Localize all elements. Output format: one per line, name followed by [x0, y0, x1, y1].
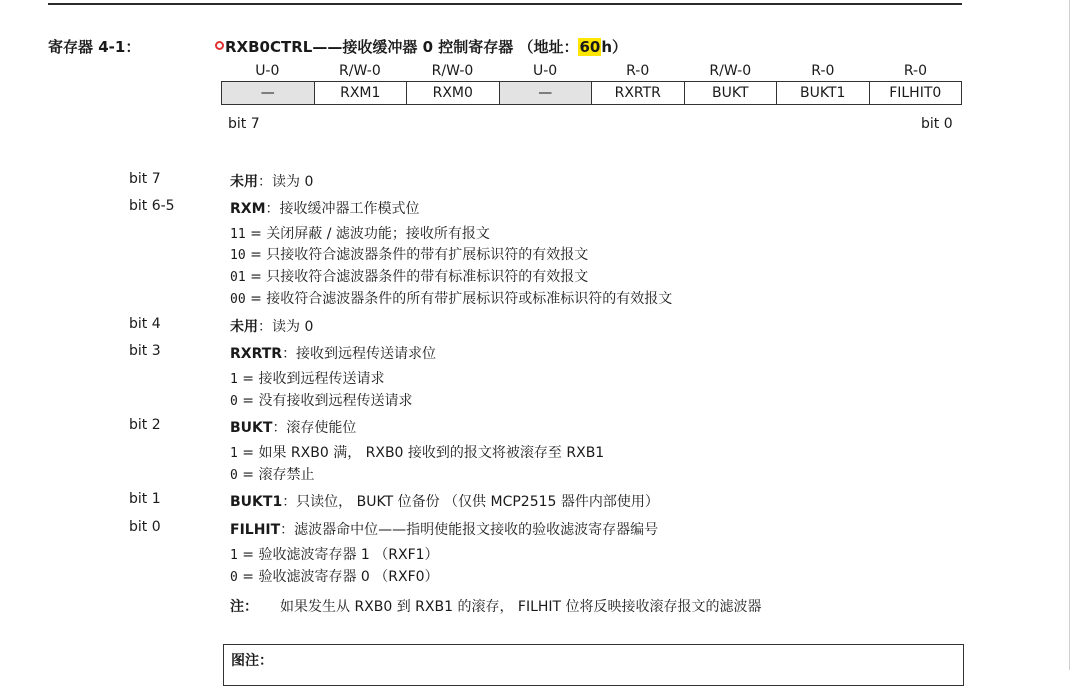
value-text: = 只接收符合滤波器条件的带有扩展标识符的有效报文 [245, 247, 589, 263]
value-code: 10 [230, 248, 246, 263]
field-text: ：滤波器命中位——指明使能报文接收的验收滤波寄存器编号 [280, 522, 659, 538]
value-text: = 滚存禁止 [237, 467, 315, 483]
value-code: 1 [230, 548, 238, 563]
value-code: 01 [230, 270, 246, 285]
field-text: ：接收缓冲器工作模式位 [265, 201, 420, 217]
field-text: ：读为 0 [258, 174, 314, 190]
value-line [230, 566, 439, 586]
bit-low-label: bit 0 [921, 116, 953, 132]
register-name: RXB0CTRL [225, 38, 313, 56]
value-text: = 验收滤波寄存器 1 （RXF1） [237, 547, 439, 563]
note [230, 596, 762, 616]
page-edge [1069, 0, 1070, 670]
value-text: = 接收到远程传送请求 [237, 371, 385, 387]
value-text: = 关闭屏蔽 / 滤波功能；接收所有报文 [245, 226, 490, 242]
bit-cell: FILHIT0 [869, 82, 962, 104]
access-cell: R-0 [626, 63, 650, 79]
field-name: RXRTR [230, 346, 283, 362]
access-row [221, 61, 962, 81]
value-text: = 接收符合滤波器条件的所有带扩展标识符或标准标识符的有效报文 [245, 291, 673, 307]
field-description [230, 171, 313, 191]
bit-cell: RXRTR [591, 82, 684, 104]
value-code: 11 [230, 227, 246, 242]
value-line [230, 464, 314, 484]
access-cell: U-0 [255, 63, 280, 79]
field-name: BUKT1 [230, 494, 283, 510]
value-line [230, 288, 672, 308]
access-cell: R/W-0 [431, 63, 474, 79]
field-text: ：读为 0 [258, 319, 314, 335]
field-name: 未用 [230, 174, 258, 190]
field-name: 未用 [230, 319, 258, 335]
register-title-end: h） [601, 38, 628, 56]
access-cell: U-0 [532, 63, 558, 79]
bit-cell: BUKT1 [776, 82, 869, 104]
value-line [230, 266, 588, 286]
highlighted-address: 60 [579, 38, 601, 56]
bit-number: bit 2 [129, 417, 161, 433]
field-name: BUKT [230, 420, 273, 436]
value-code: 0 [230, 468, 238, 483]
bit-number: bit 1 [129, 491, 161, 507]
bit-number: bit 3 [129, 343, 161, 359]
value-code: 0 [230, 570, 238, 585]
access-cell: R-0 [811, 63, 835, 79]
access-cell: R/W-0 [339, 63, 381, 79]
legend-box [223, 644, 964, 686]
value-text: = 如果 RXB0 满， RXB0 接收到的报文将被滚存至 RXB1 [237, 445, 605, 461]
field-description [230, 316, 313, 336]
register-title-text: ——接收缓冲器 0 控制寄存器 （地址： [312, 38, 579, 56]
bit-cell: BUKT [684, 82, 777, 104]
bit-number: bit 7 [129, 171, 161, 187]
value-text: = 只接收符合滤波器条件的带有标准标识符的有效报文 [245, 269, 589, 285]
field-name: RXM [230, 201, 266, 217]
bit-cell: RXM1 [314, 82, 407, 104]
value-line [230, 368, 384, 388]
bit-number: bit 6-5 [129, 198, 175, 214]
value-line [230, 544, 439, 564]
access-cell: R/W-0 [709, 63, 752, 79]
value-code: 1 [230, 446, 238, 461]
value-text: = 验收滤波寄存器 0 （RXF0） [237, 569, 439, 585]
bit-cell: — [499, 82, 592, 104]
field-text: ：只读位， BUKT 位备份 （仅供 MCP2515 器件内部使用） [282, 494, 659, 510]
bit-cell: — [222, 82, 314, 104]
value-line [230, 442, 604, 462]
bit-cell: RXM0 [406, 82, 499, 104]
value-line [230, 223, 490, 243]
legend-label: 图注： [231, 653, 273, 669]
top-rule [48, 3, 962, 5]
value-text: = 没有接收到远程传送请求 [237, 393, 413, 409]
field-description [230, 343, 436, 363]
field-description [230, 491, 659, 511]
field-text: ：滚存使能位 [272, 420, 357, 436]
bit-number: bit 4 [129, 316, 161, 332]
cursor-marker-icon [215, 41, 224, 50]
value-code: 00 [230, 292, 246, 307]
field-description [230, 417, 356, 437]
field-description [230, 519, 658, 539]
bit-name-row [221, 81, 962, 105]
value-line [230, 390, 412, 410]
register-caption: 寄存器 4-1： [48, 38, 141, 56]
bit-number: bit 0 [129, 519, 161, 535]
value-code: 1 [230, 372, 238, 387]
field-description [230, 198, 420, 218]
note-label: 注： [230, 599, 258, 615]
field-name: FILHIT [230, 522, 281, 538]
value-code: 0 [230, 394, 238, 409]
register-title [215, 36, 627, 57]
access-cell: R-0 [903, 63, 928, 79]
value-line [230, 244, 588, 264]
register-bit-table [221, 61, 962, 105]
note-text: 如果发生从 RXB0 到 RXB1 的滚存， FILHIT 位将反映接收滚存报文的滤波器 [280, 599, 762, 615]
field-text: ：接收到远程传送请求位 [282, 346, 437, 362]
bit-high-label: bit 7 [228, 116, 260, 132]
